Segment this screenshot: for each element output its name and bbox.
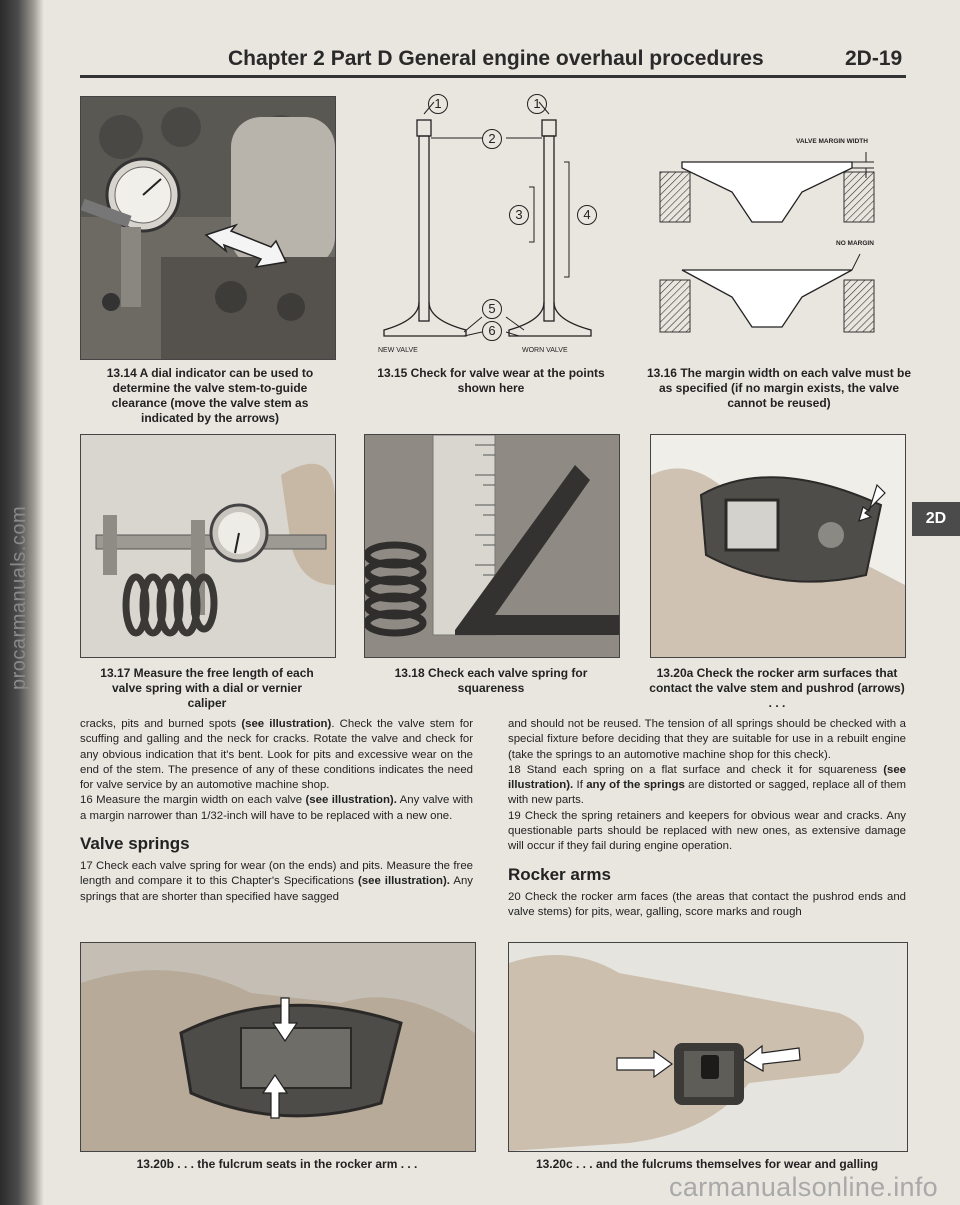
callout-1-right: 1	[527, 94, 547, 114]
figure-13-15-diagram	[364, 92, 614, 357]
paragraph-17-continued: and should not be reused. The tension of all springs should be checked with a special fixture before deciding that they are suitable for use in a rebuilt engine (take the springs to an automotive machine shop for this check).	[508, 718, 906, 761]
callout-1-left: 1	[428, 94, 448, 114]
paragraph-17: 17 Check each valve spring for wear (on the ends) and pits. Measure the free length and compare it to this Chapter's Specifications (see illustration). Any springs that are shorter than specified have sagged	[80, 860, 473, 903]
caption-13-20b: 13.20b . . . the fulcrum seats in the rocker arm . . .	[136, 1157, 418, 1171]
page-number: 2D-19	[845, 47, 903, 70]
heading-valve-springs: Valve springs	[80, 834, 190, 854]
figure-13-20b-photo	[80, 942, 476, 1152]
figure-13-20c-photo	[508, 942, 908, 1152]
body-column-right	[508, 717, 906, 920]
caption-13-20a: 13.20a Check the rocker arm surfaces that contact the valve stem and pushrod (arrows) . . .	[649, 666, 905, 710]
watermark-left	[8, 660, 28, 690]
paragraph-15-continued: cracks, pits and burned spots (see illustration). Check the valve stem for scuffing and galling and the neck for cracks. Rotate the valve and check for any obvious indication that it's bent. Look for pits and excessive wear on the end of the stem. The presence of any of these conditions indicates the need for valve service by an automotive machine shop.	[80, 718, 473, 792]
paragraph-20: 20 Check the rocker arm faces (the areas that contact the pushrod ends and valve stems) for pits, wear, galling, score marks and rough	[508, 890, 906, 918]
header-rule	[80, 75, 906, 78]
paragraph-19: 19 Check the spring retainers and keepers for obvious wear and cracks. Any questionable parts should be replaced with new ones, as extensive damage will occur if they fail during engine operation.	[508, 809, 906, 853]
heading-rocker-arms: Rocker arms	[508, 864, 612, 884]
caption-13-17: 13.17 Measure the free length of each valve spring with a dial or vernier caliper	[100, 666, 314, 710]
caption-13-14: 13.14 A dial indicator can be used to determine the valve stem-to-guide clearance (move the valve stem as indicated by the arrows)	[106, 366, 314, 425]
figure-13-17-photo	[80, 434, 336, 658]
caption-13-16: 13.16 The margin width on each valve must be as specified (if no margin exists, the valve cannot be reused)	[646, 366, 912, 410]
figure-13-20a-photo	[650, 434, 906, 658]
label-no-margin: NO MARGIN	[836, 240, 874, 247]
callout-4: 4	[577, 205, 597, 225]
watermark-bottom: carmanualsonline.info	[669, 1172, 938, 1202]
caption-13-15: 13.15 Check for valve wear at the points shown here	[377, 366, 605, 395]
paragraph-16: 16 Measure the margin width on each valve (see illustration). Any valve with a margin narrower than 1/32-inch will have to be replaced with a new one.	[80, 794, 473, 822]
label-valve-margin-width: VALVE MARGIN WIDTH	[796, 138, 868, 145]
body-column-left	[80, 717, 473, 905]
callout-6: 6	[482, 321, 502, 341]
chapter-tab: 2D	[912, 502, 960, 536]
figure-13-18-photo	[364, 434, 620, 658]
caption-13-18: 13.18 Check each valve spring for squareness	[394, 666, 588, 695]
figure-13-14-photo	[80, 96, 336, 360]
callout-5: 5	[482, 299, 502, 319]
caption-13-20c: 13.20c . . . and the fulcrums themselves for wear and galling	[535, 1157, 879, 1171]
paragraph-18: 18 Stand each spring on a flat surface and check it for squareness (see illustration). If any of the springs are distorted or sagged, replace all of them with new parts.	[508, 763, 906, 807]
callout-2: 2	[482, 129, 502, 149]
chapter-title: Chapter 2 Part D General engine overhaul procedures	[228, 47, 764, 70]
callout-3: 3	[509, 205, 529, 225]
label-worn-valve: WORN VALVE	[522, 347, 568, 354]
label-new-valve: NEW VALVE	[378, 347, 418, 354]
figure-13-16-diagram	[652, 132, 906, 347]
